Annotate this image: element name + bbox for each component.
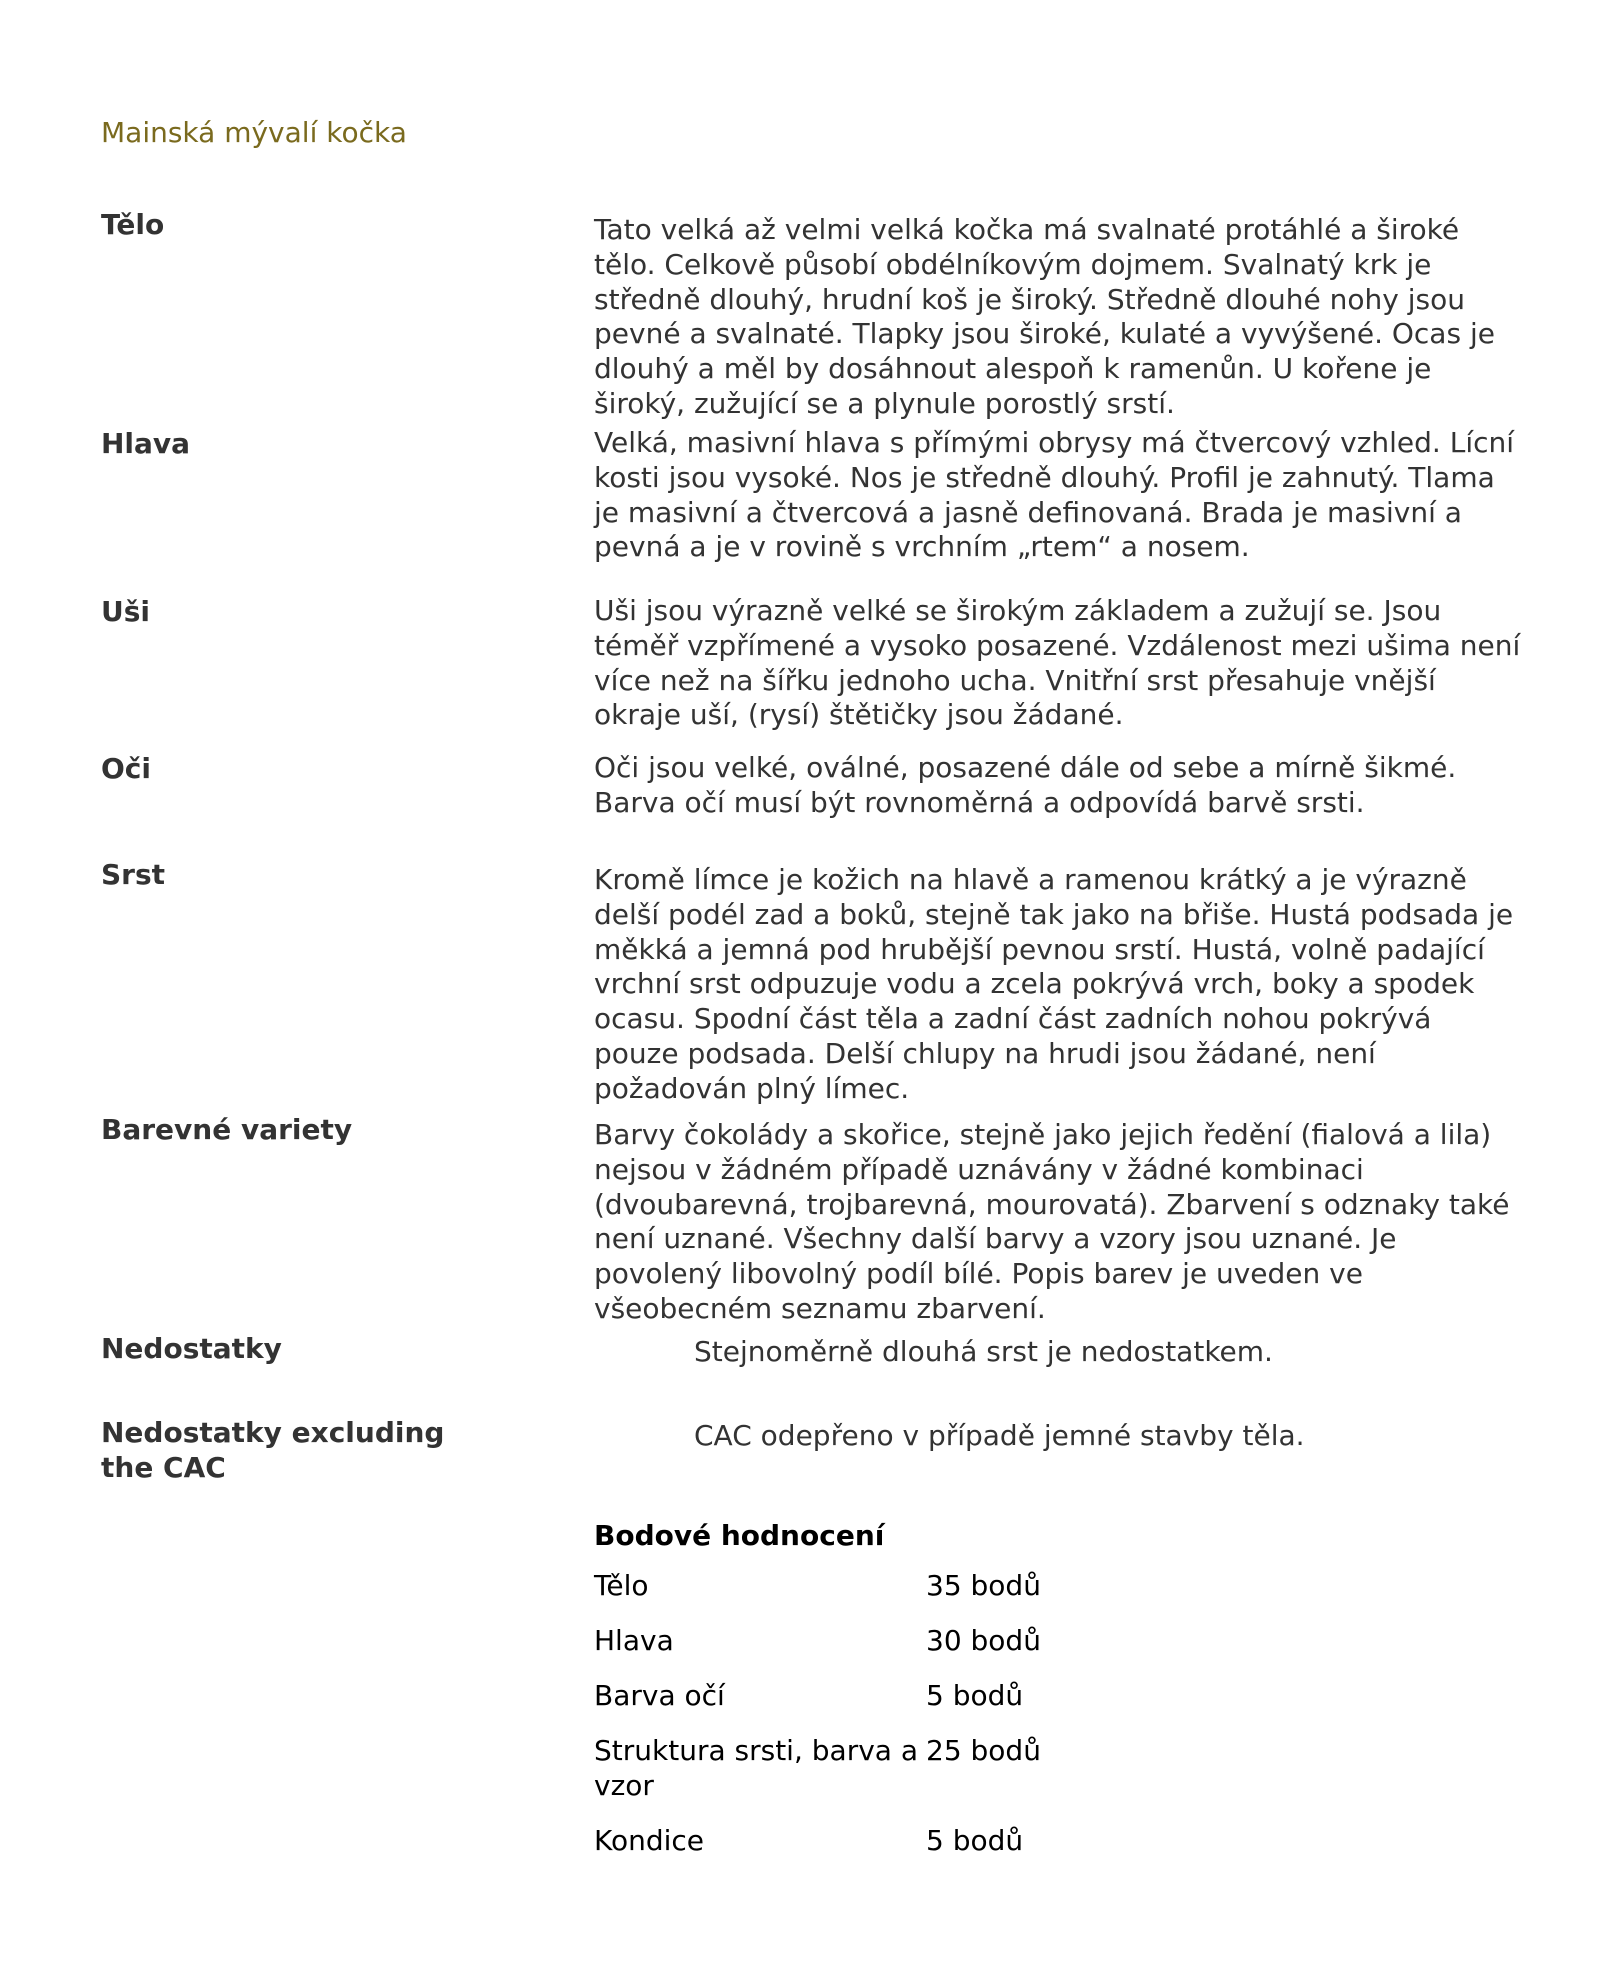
scoring-row xyxy=(594,1678,1041,1733)
section-label-oci: Oči xyxy=(101,752,151,785)
section-text-oci: Oči jsou velké, oválné, posazené dále od sebe a mírně šikmé. Barva očí musí být rovnoměrná a odpovídá barvě srsti. xyxy=(594,751,1457,819)
scoring-row xyxy=(594,1568,1041,1623)
section-label-nedostatky: Nedostatky xyxy=(101,1332,282,1365)
section-label-nedostatky-excluding-cac: Nedostatky excluding the CAC xyxy=(101,1416,445,1484)
section-text-nedostatky: Stejnoměrně dlouhá srst je nedostatkem. xyxy=(694,1335,1273,1368)
scoring-points: 5 bodů xyxy=(926,1679,1024,1712)
section-label-telo: Tělo xyxy=(101,208,165,241)
scoring-points: 25 bodů xyxy=(926,1734,1041,1767)
section-text-telo: Tato velká až velmi velká kočka má svalnaté protáhlé a široké tělo. Celkově působí obdélníkovým dojmem. Svalnatý krk je středně dlouhý, hrudní koš je široký. Středně dlouhé nohy jsou pevné a svalnaté. Tlapky jsou široké, kulaté a vyvýšené. Ocas je dlouhý a měl by dosáhnout alespoň k ramenůn. U kořene je široký, zužující se a plynule porostlý srstí. xyxy=(594,213,1495,420)
section-text-hlava: Velká, masivní hlava s přímými obrysy má čtvercový vzhled. Lícní kosti jsou vysoké. Nos je středně dlouhý. Profil je zahnutý. Tlama je masivní a čtvercová a jasně definovaná. Brada je masivní a pevná a je v rovině s vrchním „rtem“ a nosem. xyxy=(594,426,1515,564)
section-label-hlava: Hlava xyxy=(101,427,191,460)
section-text-usi: Uši jsou výrazně velké se širokým základem a zužují se. Jsou téměř vzpřímené a vysoko posazené. Vzdálenost mezi ušima není více než na šířku jednoho ucha. Vnitřní srst přesahuje vnější okraje uší, (rysí) štětičky jsou žádané. xyxy=(594,594,1521,732)
scoring-item: Struktura srsti, barva a vzor xyxy=(594,1734,918,1802)
scoring-row xyxy=(594,1623,1041,1678)
scoring-row xyxy=(594,1733,1041,1823)
section-text-nedostatky-excluding-cac: CAC odepřeno v případě jemné stavby těla. xyxy=(694,1419,1305,1452)
scoring-item: Barva očí xyxy=(594,1679,725,1712)
section-label-barevne-variety: Barevné variety xyxy=(101,1113,353,1146)
scoring-item: Hlava xyxy=(594,1624,674,1657)
scoring-row xyxy=(594,1823,1041,1878)
section-label-usi: Uši xyxy=(101,595,150,628)
section-text-srst: Kromě límce je kožich na hlavě a ramenou krátký a je výrazně delší podél zad a boků, stejně tak jako na břiše. Hustá podsada je měkká a jemná pod hrubější pevnou srstí. Hustá, volně padající vrchní srst odpuzuje vodu a zcela pokrývá vrch, boky a spodek ocasu. Spodní část těla a zadní část zadních nohou pokrývá pouze podsada. Delší chlupy na hrudi jsou žádané, není požadován plný límec. xyxy=(594,863,1514,1105)
scoring-points: 30 bodů xyxy=(926,1624,1041,1657)
scoring-item: Tělo xyxy=(594,1569,649,1602)
scoring-item: Kondice xyxy=(594,1824,705,1857)
section-text-barevne-variety: Barvy čokolády a skořice, stejně jako jejich ředění (fialová a lila) nejsou v žádném případě uznávány v žádné kombinaci (dvoubarevná, trojbarevná, mourovatá). Zbarvení s odznaky také není uznané. Všechny další barvy a vzory jsou uznané. Je povolený libovolný podíl bílé. Popis barev je uveden ve všeobecném seznamu zbarvení. xyxy=(594,1118,1510,1325)
scoring-table xyxy=(594,1568,1041,1878)
page-title: Mainská mývalí kočka xyxy=(101,116,407,149)
section-label-srst: Srst xyxy=(101,858,166,891)
scoring-points: 35 bodů xyxy=(926,1569,1041,1602)
scoring-title: Bodové hodnocení xyxy=(594,1519,885,1552)
scoring-points: 5 bodů xyxy=(926,1824,1024,1857)
